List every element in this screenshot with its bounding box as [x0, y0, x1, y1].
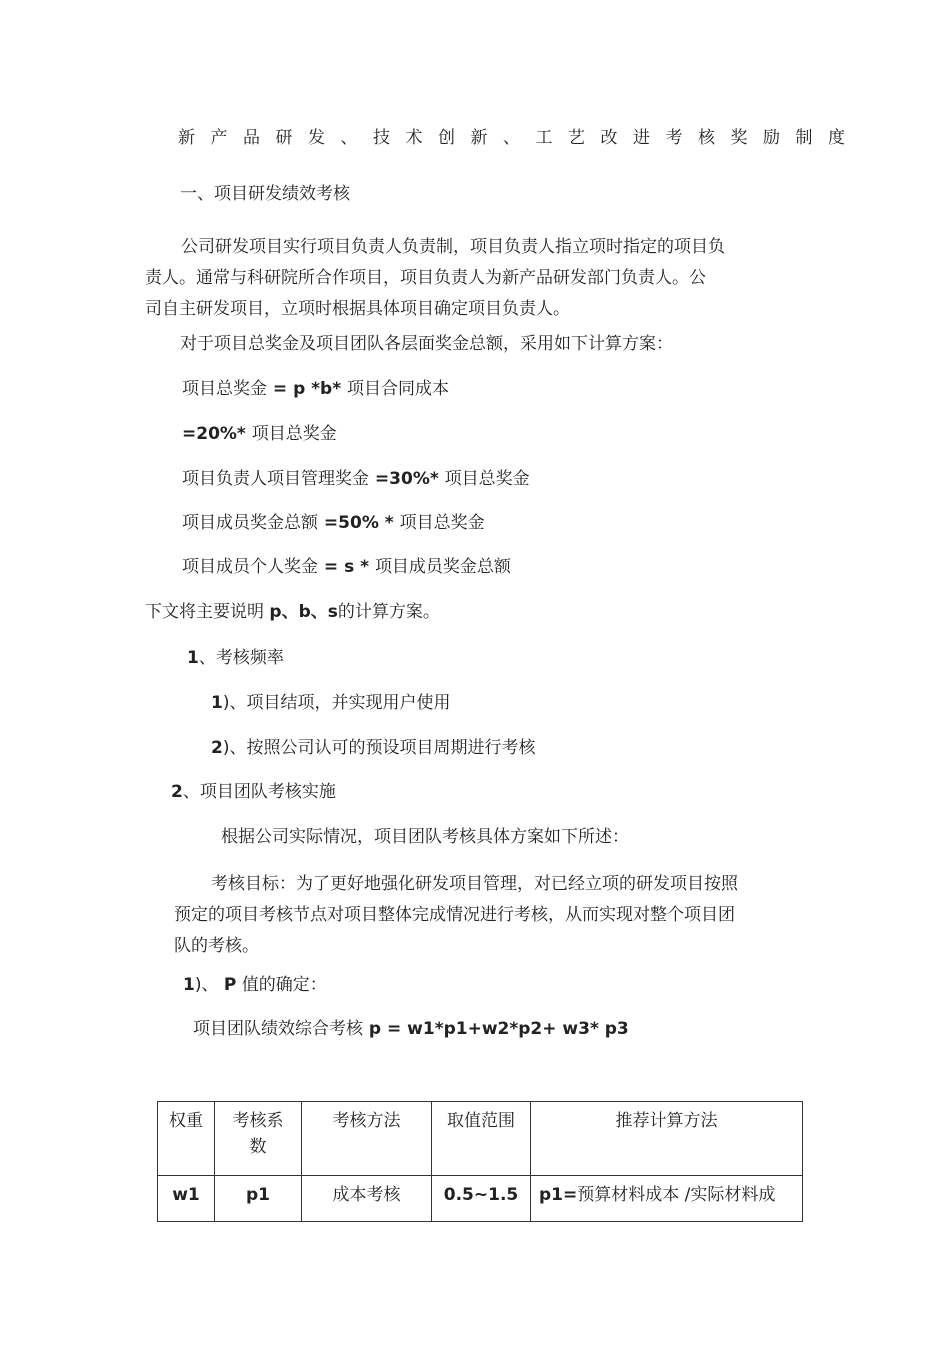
formula-label: 项目成员个人奖金 — [182, 557, 318, 577]
explain-line — [145, 602, 440, 622]
table-cell-weight: w1 — [158, 1176, 215, 1222]
p-value-heading — [183, 975, 327, 995]
intro-line: 公司研发项目实行项目负责人负责制，项目负责人指立项时指定的项目负 — [181, 237, 725, 257]
table-row — [158, 1176, 803, 1222]
table-header-cell: 考核方法 — [302, 1102, 432, 1176]
assessment-table — [157, 1101, 803, 1222]
formula-operator: = p *b* — [267, 379, 348, 399]
intro-line: 责人。通常与科研院所合作项目，项目负责人为新产品研发部门负责人。公 — [145, 268, 706, 288]
sub-item — [211, 693, 450, 713]
formula-target: 项目总奖金 — [251, 424, 337, 444]
goal-paragraph — [174, 869, 738, 962]
p-heading-post: 值的确定： — [236, 975, 327, 995]
item-heading — [187, 648, 284, 668]
formula-label: 项目总奖金 — [182, 379, 267, 399]
item-text: 、考核频率 — [198, 648, 284, 668]
table-header-cell: 权重 — [158, 1102, 215, 1176]
table-header-row — [158, 1102, 803, 1176]
item2-paragraph: 根据公司实际情况，项目团队考核具体方案如下所述： — [221, 827, 629, 847]
p-heading-mid: )、 — [194, 975, 224, 995]
table-cell-method: 成本考核 — [302, 1176, 432, 1222]
calc-var: p1= — [539, 1185, 578, 1205]
formula-member-total — [182, 513, 485, 533]
goal-line: 预定的项目考核节点对项目整体完成情况进行考核，从而实现对整个项目团 — [174, 905, 735, 925]
table-cell-coef: p1 — [215, 1176, 302, 1222]
item-text: 、项目团队考核实施 — [182, 782, 336, 802]
plan-intro: 对于项目总奖金及项目团队各层面奖金总额，采用如下计算方案： — [180, 334, 673, 354]
explain-vars: p、b、s — [269, 602, 338, 622]
sub-item — [211, 738, 535, 758]
formula-manager-bonus — [182, 469, 530, 489]
formula-total-bonus — [182, 379, 449, 399]
sub-item-text: )、项目结项，并实现用户使用 — [222, 693, 451, 713]
formula-label: 项目成员奖金总额 — [182, 513, 318, 533]
formula-target: 项目成员奖金总额 — [374, 557, 511, 577]
calc-text: 预算材料成本 /实际材料成 — [577, 1185, 776, 1205]
sub-item-text: )、按照公司认可的预设项目周期进行考核 — [222, 738, 536, 758]
formula-label: 项目负责人项目管理奖金 — [182, 469, 369, 489]
p-formula-label: 项目团队绩效综合考核 — [193, 1019, 363, 1039]
goal-line: 队的考核。 — [174, 936, 259, 956]
formula-member-personal — [182, 557, 511, 577]
sub-item-number: 1 — [211, 693, 223, 713]
item-number: 1 — [187, 648, 199, 668]
table-cell-range: 0.5~1.5 — [432, 1176, 531, 1222]
formula-target: 项目总奖金 — [399, 513, 485, 533]
formula-operator: =50% * — [318, 513, 400, 533]
section-heading: 一、项目研发绩效考核 — [180, 184, 350, 204]
item-number: 2 — [171, 782, 183, 802]
document-title: 新产品研发、技术创新、工艺改进考核奖励制度 — [178, 128, 861, 148]
explain-pre: 下文将主要说明 — [145, 602, 270, 622]
table-header-cell: 推荐计算方法 — [531, 1102, 803, 1176]
p-heading-number: 1 — [183, 975, 195, 995]
intro-line: 司自主研发项目，立项时根据具体项目确定项目负责人。 — [145, 299, 570, 319]
p-heading-var: P — [223, 975, 237, 995]
formula-share — [182, 424, 337, 444]
table-header-cell: 考核系数 — [215, 1102, 302, 1176]
intro-paragraph — [145, 232, 725, 325]
p-formula-expression: p = w1*p1+w2*p2+ w3* p3 — [363, 1019, 629, 1039]
formula-operator: =30%* — [369, 469, 445, 489]
goal-line: 考核目标：为了更好地强化研发项目管理，对已经立项的研发项目按照 — [211, 874, 738, 894]
sub-item-number: 2 — [211, 738, 223, 758]
table-cell-calc — [531, 1176, 803, 1222]
formula-target: 项目合同成本 — [347, 379, 450, 399]
explain-post: 的计算方案。 — [337, 602, 440, 622]
item-heading — [171, 782, 336, 802]
table-header-cell: 取值范围 — [432, 1102, 531, 1176]
formula-operator: =20%* — [182, 424, 252, 444]
formula-target: 项目总奖金 — [444, 469, 530, 489]
p-formula — [193, 1019, 629, 1039]
formula-operator: = s * — [318, 557, 375, 577]
